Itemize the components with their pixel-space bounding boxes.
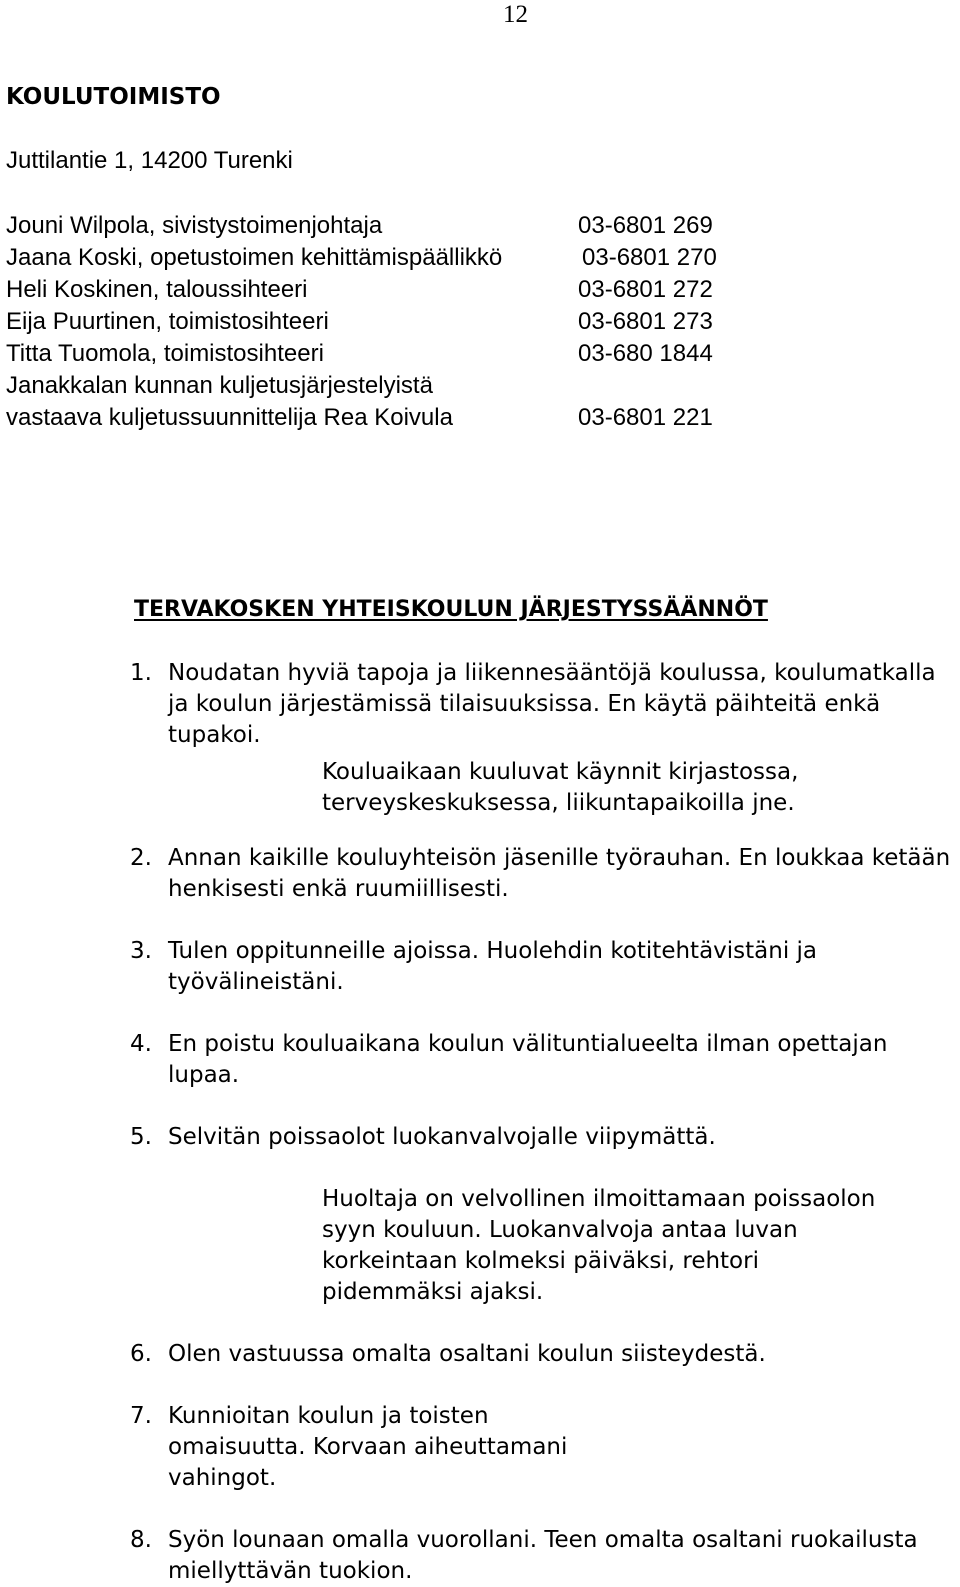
rule-text: Syön lounaan omalla vuorollani. Teen omalta osaltani ruokailusta miellyttävän tuokion.	[168, 1527, 918, 1584]
rule-text: Selvitän poissaolot luokanvalvojalle viipymättä.	[168, 1124, 716, 1150]
contact-row	[6, 402, 766, 434]
contact-phone: 03-680 1844	[578, 340, 713, 367]
contact-phone: 03-6801 221	[578, 404, 713, 431]
rule-note: Kouluaikaan kuuluvat käynnit kirjastossa, terveyskeskuksessa, liikuntapaikoilla jne.	[322, 759, 799, 816]
contact-name: Heli Koskinen, taloussihteeri	[6, 276, 308, 303]
rules-list	[0, 658, 960, 1587]
contact-row	[6, 210, 766, 242]
rule-item	[0, 1525, 960, 1587]
rule-text: Kunnioitan koulun ja toisten omaisuutta. Korvaan aiheuttamani vahingot.	[168, 1403, 568, 1491]
rule-text: Noudatan hyviä tapoja ja liikennesääntöjä koulussa, koulumatkalla ja koulun järjestämissä tilaisuuksissa. En käytä päihteitä enkä tupakoi.	[168, 660, 936, 748]
rule-item	[0, 843, 960, 905]
contact-phone: 03-6801 273	[578, 308, 713, 335]
contact-phone: 03-6801 269	[578, 212, 713, 239]
rule-item	[0, 1029, 960, 1091]
contact-name: vastaava kuljetussuunnittelija Rea Koivula	[6, 404, 453, 431]
contact-phone: 03-6801 272	[578, 276, 713, 303]
rule-number: 3.	[130, 938, 152, 964]
rule-text: Olen vastuussa omalta osaltani koulun siisteydestä.	[168, 1341, 766, 1367]
contact-name: Jaana Koski, opetustoimen kehittämispäällikkö	[6, 244, 503, 271]
contact-row	[6, 274, 766, 306]
rule-number: 6.	[130, 1341, 152, 1367]
contact-list	[6, 210, 766, 434]
office-title: KOULUTOIMISTO	[6, 84, 221, 110]
rule-number: 2.	[130, 845, 152, 871]
rule-number: 7.	[130, 1403, 152, 1429]
contact-name: Eija Puurtinen, toimistosihteeri	[6, 308, 329, 335]
office-address: Juttilantie 1, 14200 Turenki	[6, 147, 293, 174]
rule-number: 5.	[130, 1124, 152, 1150]
rule-note: Huoltaja on velvollinen ilmoittamaan poissaolon syyn kouluun. Luokanvalvoja antaa luvan korkeintaan kolmeksi päiväksi, rehtori pidemmäksi ajaksi.	[322, 1186, 876, 1305]
rule-number: 4.	[130, 1031, 152, 1057]
rule-item	[0, 1122, 960, 1153]
contact-row	[6, 242, 766, 274]
contact-name: Jouni Wilpola, sivistystoimenjohtaja	[6, 212, 383, 239]
contact-row	[6, 338, 766, 370]
contact-row	[6, 370, 766, 402]
rule-item	[0, 1401, 960, 1494]
contact-name: Janakkalan kunnan kuljetusjärjestelyistä	[6, 372, 433, 399]
rule-item	[0, 1339, 960, 1370]
rule-text: En poistu kouluaikana koulun välituntialueelta ilman opettajan lupaa.	[168, 1031, 888, 1088]
rule-text: Annan kaikille kouluyhteisön jäsenille työrauhan. En loukkaa ketään henkisesti enkä ruumiillisesti.	[168, 845, 951, 902]
rule-number: 1.	[130, 660, 152, 686]
contact-phone: 03-6801 270	[582, 244, 717, 271]
page-number: 12	[503, 1, 528, 28]
rule-number: 8.	[130, 1527, 152, 1553]
rule-text: Tulen oppitunneille ajoissa. Huolehdin kotitehtävistäni ja työvälineistäni.	[168, 938, 818, 995]
rules-title: TERVAKOSKEN YHTEISKOULUN JÄRJESTYSSÄÄNNÖT	[134, 597, 768, 622]
contact-row	[6, 306, 766, 338]
contact-name: Titta Tuomola, toimistosihteeri	[6, 340, 324, 367]
rule-item	[0, 658, 960, 751]
rule-item	[0, 936, 960, 998]
